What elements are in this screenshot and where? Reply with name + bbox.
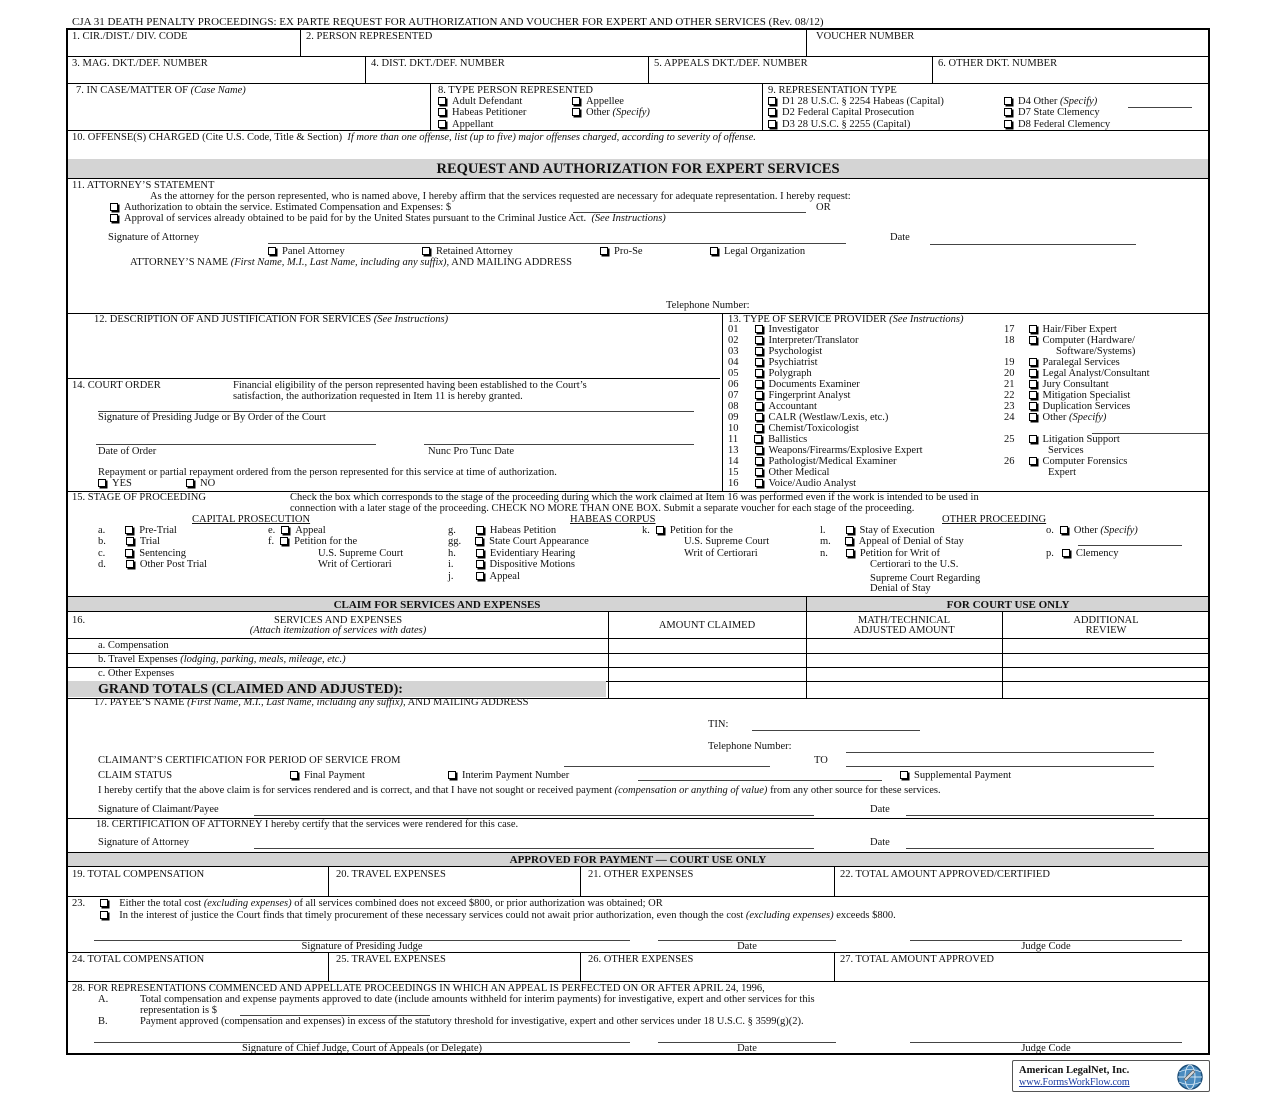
repayment-no[interactable]: NO: [186, 478, 215, 489]
type-adult-defendant[interactable]: Adult Defendant: [438, 96, 522, 107]
provider-option-16[interactable]: 16 Voice/Audio Analyst: [728, 478, 857, 489]
attorney-statement-text: As the attorney for the person represented, who is named above, I hereby affirm that the services requested are necessary for adequate representation. I hereby request:: [150, 191, 851, 202]
stage-f-line2: U.S. Supreme Court: [318, 548, 404, 559]
item-23-date-label: Date: [737, 941, 757, 952]
provider-option-18-line2: Software/Systems): [1056, 346, 1136, 357]
provider-option-13[interactable]: 13 Weapons/Firearms/Explosive Expert: [728, 445, 923, 456]
item-28-b-text: Payment approved (compensation and expenses) in excess of the statutory threshold for investigative, expert and other services under 18 U.S.C. § 3599(g)(2).: [140, 1016, 804, 1027]
interim-payment-option[interactable]: Interim Payment Number: [448, 770, 569, 781]
habeas-corpus-heading: HABEAS CORPUS: [570, 514, 656, 525]
item-23-option-1[interactable]: Either the total cost (excluding expenses) of all services combined does not exceed $800, or prior authorization was obtained; OR: [100, 898, 663, 909]
item-23-judge-code-label: Judge Code: [1021, 941, 1071, 952]
service-provider-label: 13. TYPE OF SERVICE PROVIDER (See Instructions): [728, 314, 964, 325]
stage-a[interactable]: a. Pre-Trial: [98, 525, 177, 536]
other-expenses-21: 21. OTHER EXPENSES: [588, 869, 694, 880]
court-order-label: 14. COURT ORDER: [72, 380, 161, 391]
nunc-pro-tunc-label: Nunc Pro Tunc Date: [428, 446, 515, 457]
item-16-number: 16.: [72, 615, 86, 626]
rep-type-d1[interactable]: D1 28 U.S.C. § 2254 Habeas (Capital): [768, 96, 944, 107]
legal-organization-option[interactable]: Legal Organization: [710, 246, 805, 257]
provider-option-18[interactable]: 18 Computer (Hardware/: [1004, 335, 1135, 346]
provider-option-20[interactable]: 20 Legal Analyst/Consultant: [1004, 368, 1150, 379]
field-3-label: 3. MAG. DKT./DEF. NUMBER: [72, 58, 208, 69]
compensation-row: a. Compensation: [98, 640, 169, 651]
provider-option-24[interactable]: 24 Other (Specify): [1004, 412, 1107, 423]
court-order-text-2: satisfaction, the authorization requested in Item 11 is hereby granted.: [233, 391, 523, 402]
approved-for-payment-header: APPROVED FOR PAYMENT — COURT USE ONLY: [509, 854, 767, 866]
review-header: REVIEW: [1085, 625, 1127, 636]
tin-label: TIN:: [708, 719, 729, 730]
item-28-a-letter: A.: [98, 994, 109, 1005]
item-28-label: 28. FOR REPRESENTATIONS COMMENCED AND APPELLATE PROCEEDINGS IN WHICH AN APPEAL IS PERFECTED ON OR AFTER APRIL 24, 1996,: [72, 983, 765, 994]
adjusted-amount-header: ADJUSTED AMOUNT: [853, 625, 955, 636]
stage-j[interactable]: j. Appeal: [448, 571, 520, 582]
person-represented-input[interactable]: [306, 42, 801, 55]
provider-option-09[interactable]: 09 CALR (Westlaw/Lexis, etc.): [728, 412, 889, 423]
stage-n-line2: Certiorari to the U.S.: [870, 559, 959, 570]
presiding-judge-signature-label: Signature of Presiding Judge: [301, 941, 423, 952]
rep-type-d8[interactable]: D8 Federal Clemency: [1004, 119, 1110, 130]
math-technical-header: MATH/TECHNICAL: [857, 615, 951, 626]
payee-name-label: 17. PAYEE’S NAME (First Name, M.I., Last Name, including any suffix), AND MAILING ADDRESS: [94, 697, 529, 708]
judge-signature-label: Signature of Presiding Judge or By Order of the Court: [98, 412, 326, 423]
provider-option-02[interactable]: 02 Interpreter/Translator: [728, 335, 859, 346]
rep-type-d7[interactable]: D7 State Clemency: [1004, 107, 1100, 118]
stage-h[interactable]: h. Evidentiary Hearing: [448, 548, 576, 559]
stage-e[interactable]: e. Appeal: [268, 525, 326, 536]
additional-header: ADDITIONAL: [1073, 615, 1139, 626]
provider-option-26[interactable]: 26 Computer Forensics: [1004, 456, 1128, 467]
provider-option-10[interactable]: 10 Chemist/Toxicologist: [728, 423, 859, 434]
provider-option-05[interactable]: 05 Polygraph: [728, 368, 812, 379]
provider-option-26-line2: Expert: [1048, 467, 1076, 478]
field-8-label: 8. TYPE PERSON REPRESENTED: [438, 85, 593, 96]
provider-option-03[interactable]: 03 Psychologist: [728, 346, 823, 357]
footer-company: American LegalNet, Inc.: [1019, 1065, 1130, 1076]
field-10-label: 10. OFFENSE(S) CHARGED (Cite U.S. Code, Title & Section) If more than one offense, list (up to five) major offenses charged, according to severity of offense.: [72, 132, 756, 143]
provider-option-04[interactable]: 04 Psychiatrist: [728, 357, 818, 368]
stage-l[interactable]: l. Stay of Execution: [820, 525, 935, 536]
field-9-label: 9. REPRESENTATION TYPE: [768, 85, 897, 96]
voucher-form: [66, 28, 1210, 1055]
stage-d[interactable]: d. Other Post Trial: [98, 559, 207, 570]
stage-n-line4: Denial of Stay: [870, 583, 931, 594]
pro-se-option[interactable]: Pro-Se: [600, 246, 643, 257]
field-7-label: 7. IN CASE/MATTER OF (Case Name): [76, 85, 246, 96]
services-column-header: SERVICES AND EXPENSES: [273, 615, 403, 626]
stage-label: 15. STAGE OF PROCEEDING: [72, 492, 206, 503]
claimant-signature-label: Signature of Claimant/Payee: [98, 804, 219, 815]
stage-gg[interactable]: gg. State Court Appearance: [448, 536, 589, 547]
stage-b[interactable]: b. Trial: [98, 536, 160, 547]
retained-attorney-option[interactable]: Retained Attorney: [422, 246, 513, 257]
provider-option-22[interactable]: 22 Mitigation Specialist: [1004, 390, 1131, 401]
payee-phone-label: Telephone Number:: [708, 741, 792, 752]
attorney-phone-label: Telephone Number:: [666, 300, 750, 311]
rep-type-d3[interactable]: D3 28 U.S.C. § 2255 (Capital): [768, 119, 910, 130]
stage-i[interactable]: i. Dispositive Motions: [448, 559, 576, 570]
item-23-option-2[interactable]: In the interest of justice the Court finds that timely procurement of these necessary services could not await prior authorization, even though the cost (excluding expenses) exceeds $800.: [100, 910, 896, 921]
type-appellant[interactable]: Appellant: [438, 119, 493, 130]
stage-o[interactable]: o. Other (Specify): [1046, 525, 1138, 536]
provider-option-25[interactable]: 25 Litigation Support: [1004, 434, 1120, 445]
rep-type-d4[interactable]: D4 Other (Specify): [1004, 96, 1097, 107]
field-5-label: 5. APPEALS DKT./DEF. NUMBER: [654, 58, 808, 69]
stage-k-line3: Writ of Certiorari: [684, 548, 758, 559]
voucher-number-label: VOUCHER NUMBER: [816, 31, 915, 42]
form-title: CJA 31 DEATH PENALTY PROCEEDINGS: EX PARTE REQUEST FOR AUTHORIZATION AND VOUCHER FOR EXPERT AND OTHER SERVICES (Rev. 08/12): [72, 16, 824, 28]
footer-link[interactable]: www.FormsWorkFlow.com: [1019, 1077, 1130, 1088]
item-28-date-label: Date: [737, 1043, 757, 1054]
item-23-number: 23.: [72, 898, 86, 909]
attorney-certification-label: 18. CERTIFICATION OF ATTORNEY I hereby certify that the services were rendered for this case.: [96, 819, 519, 830]
provider-option-17[interactable]: 17 Hair/Fiber Expert: [1004, 324, 1117, 335]
travel-expenses-25: 25. TRAVEL EXPENSES: [336, 954, 446, 965]
item-28-a-text-1: Total compensation and expense payments approved to date (include amounts withheld for interim payments) for investigative, expert and other services for this: [140, 994, 815, 1005]
claims-header: CLAIM FOR SERVICES AND EXPENSES: [333, 599, 541, 611]
period-of-service-label: CLAIMANT’S CERTIFICATION FOR PERIOD OF SERVICE FROM: [98, 755, 401, 766]
globe-icon: [1173, 1063, 1207, 1091]
field-6-label: 6. OTHER DKT. NUMBER: [938, 58, 1058, 69]
provider-option-25-line2: Services: [1048, 445, 1084, 456]
total-compensation-19: 19. TOTAL COMPENSATION: [72, 869, 205, 880]
provider-option-21[interactable]: 21 Jury Consultant: [1004, 379, 1109, 390]
or-label: OR: [816, 202, 831, 213]
amount-claimed-header: AMOUNT CLAIMED: [658, 620, 756, 631]
cert-attorney-date-label: Date: [870, 837, 890, 848]
type-habeas-petitioner[interactable]: Habeas Petitioner: [438, 107, 526, 118]
stage-f-line3: Writ of Certiorari: [318, 559, 392, 570]
provider-option-15[interactable]: 15 Other Medical: [728, 467, 830, 478]
provider-option-06[interactable]: 06 Documents Examiner: [728, 379, 860, 390]
travel-expenses-20: 20. TRAVEL EXPENSES: [336, 869, 446, 880]
total-approved-27: 27. TOTAL AMOUNT APPROVED: [840, 954, 994, 965]
provider-option-01[interactable]: 01 Investigator: [728, 324, 819, 335]
provider-option-07[interactable]: 07 Fingerprint Analyst: [728, 390, 851, 401]
approval-option[interactable]: Approval of services already obtained to be paid for by the United States pursuant to the Criminal Justice Act. (See Instructions): [110, 213, 666, 224]
services-column-subheader: (Attach itemization of services with dates): [249, 625, 427, 636]
stage-k-line2: U.S. Supreme Court: [684, 536, 770, 547]
final-payment-option[interactable]: Final Payment: [290, 770, 365, 781]
stage-g[interactable]: g. Habeas Petition: [448, 525, 557, 536]
item-28-b-letter: B.: [98, 1016, 108, 1027]
stage-n-line3: Supreme Court Regarding: [870, 573, 981, 584]
attorney-name-label: ATTORNEY’S NAME (First Name, M.I., Last Name, including any suffix), AND MAILING ADDRESS: [130, 257, 572, 268]
attorney-date-label: Date: [890, 232, 910, 243]
court-order-text-1: Financial eligibility of the person represented having been established to the Court’s: [233, 380, 587, 391]
claimant-date-label: Date: [870, 804, 890, 815]
stage-n[interactable]: n. Petition for Writ of: [820, 548, 941, 559]
section-request-title: REQUEST AND AUTHORIZATION FOR EXPERT SERVICES: [436, 161, 840, 177]
claim-status-label: CLAIM STATUS: [98, 770, 173, 781]
supplemental-payment-option[interactable]: Supplemental Payment: [900, 770, 1011, 781]
stage-text-2: connection with a later stage of the proceeding. CHECK NO MORE THAN ONE BOX. Submit a separate voucher for each stage of the proceeding.: [290, 503, 915, 514]
repayment-yes[interactable]: YES: [98, 478, 132, 489]
panel-attorney-option[interactable]: Panel Attorney: [268, 246, 345, 257]
stage-f[interactable]: f. Petition for the: [268, 536, 358, 547]
other-expenses-26: 26. OTHER EXPENSES: [588, 954, 694, 965]
stage-k[interactable]: k. Petition for the: [642, 525, 733, 536]
other-proceeding-heading: OTHER PROCEEDING: [942, 514, 1047, 525]
provider-option-08[interactable]: 08 Accountant: [728, 401, 817, 412]
stage-c[interactable]: c. Sentencing: [98, 548, 186, 559]
field-1-label: 1. CIR./DIST./ DIV. CODE: [72, 31, 188, 42]
authorization-option[interactable]: Authorization to obtain the service. Estimated Compensation and Expenses: $: [110, 202, 451, 213]
total-approved-22: 22. TOTAL AMOUNT APPROVED/CERTIFIED: [840, 869, 1050, 880]
description-label: 12. DESCRIPTION OF AND JUSTIFICATION FOR SERVICES (See Instructions): [94, 314, 449, 325]
attorney-signature-label: Signature of Attorney: [108, 232, 199, 243]
cert-attorney-signature-label: Signature of Attorney: [98, 837, 189, 848]
stage-text-1: Check the box which corresponds to the stage of the proceeding during which the work claimed at Item 16 was performed even if the work is intended to be used in: [290, 492, 979, 503]
stage-p[interactable]: p. Clemency: [1046, 548, 1119, 559]
type-appellee[interactable]: Appellee: [572, 96, 624, 107]
other-expenses-row: c. Other Expenses: [98, 668, 175, 679]
capital-prosecution-heading: CAPITAL PROSECUTION: [192, 514, 311, 525]
court-use-header: FOR COURT USE ONLY: [946, 599, 1070, 611]
provider-option-23[interactable]: 23 Duplication Services: [1004, 401, 1131, 412]
provider-option-11[interactable]: 11 Ballistics: [728, 434, 808, 445]
rep-type-d2[interactable]: D2 Federal Capital Prosecution: [768, 107, 914, 118]
field-4-label: 4. DIST. DKT./DEF. NUMBER: [371, 58, 505, 69]
footer-badge: [1012, 1060, 1210, 1092]
item-28-judge-code-label: Judge Code: [1021, 1043, 1071, 1054]
type-other[interactable]: Other (Specify): [572, 107, 650, 118]
provider-option-19[interactable]: 19 Paralegal Services: [1004, 357, 1120, 368]
chief-judge-signature-label: Signature of Chief Judge, Court of Appeals (or Delegate): [242, 1043, 482, 1054]
provider-option-14[interactable]: 14 Pathologist/Medical Examiner: [728, 456, 897, 467]
claimant-certification-text: I hereby certify that the above claim is for services rendered and is correct, and that I have not sought or received payment (compensation or anything of value) from any other source for these services.: [98, 785, 941, 796]
field-2-label: 2. PERSON REPRESENTED: [306, 31, 433, 42]
to-label: TO: [814, 755, 828, 766]
repayment-text: Repayment or partial repayment ordered from the person represented for this service at time of authorization.: [98, 467, 557, 478]
attorney-statement-label: 11. ATTORNEY’S STATEMENT: [72, 180, 215, 191]
item-28-a-text-2: representation is $: [140, 1005, 217, 1016]
date-of-order-label: Date of Order: [98, 446, 157, 457]
grand-totals-label: GRAND TOTALS (CLAIMED AND ADJUSTED):: [98, 682, 403, 697]
travel-expenses-row: b. Travel Expenses (lodging, parking, meals, mileage, etc.): [98, 654, 346, 665]
stage-m[interactable]: m. Appeal of Denial of Stay: [820, 536, 964, 547]
total-compensation-24: 24. TOTAL COMPENSATION: [72, 954, 205, 965]
